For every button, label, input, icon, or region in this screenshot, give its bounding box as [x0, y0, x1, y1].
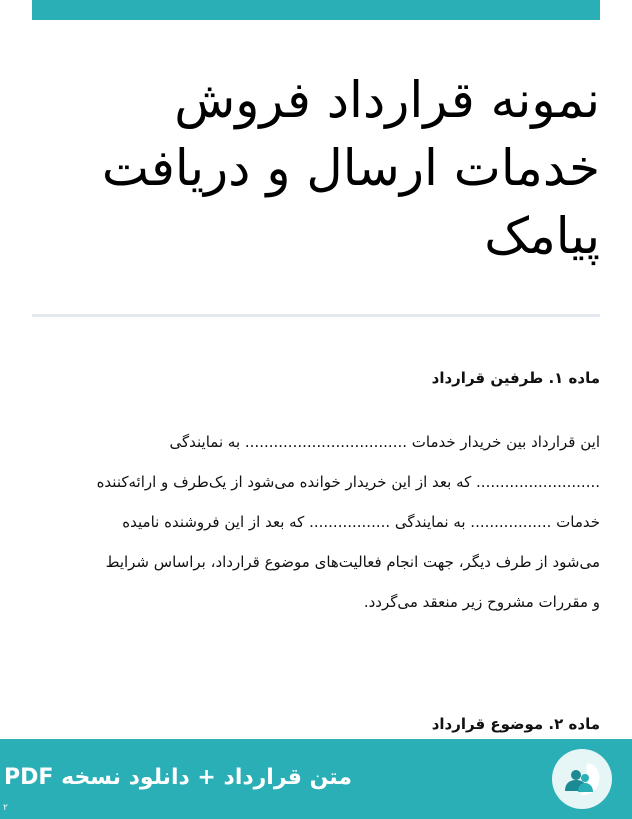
- title-line: پیامک: [484, 207, 600, 265]
- body-line: .......................... که بعد از این خریدار خوانده می‌شود از یک‌طرف و ارائه‌کننده: [96, 473, 600, 491]
- body-line: این قرارداد بین خریدار خدمات .................................. به نمایندگی: [169, 433, 600, 451]
- title-line: نمونه قرارداد فروش: [174, 71, 600, 129]
- page-title: [32, 66, 600, 270]
- section-body-parties: [32, 422, 600, 622]
- download-banner[interactable]: [0, 739, 632, 819]
- section-heading-parties: ماده ۱. طرفین قرارداد: [431, 369, 600, 387]
- download-banner-text[interactable]: متن قرارداد + دانلود نسخه PDF: [4, 765, 352, 790]
- body-line: می‌شود از طرف دیگر، جهت انجام فعالیت‌های موضوع قرارداد، براساس شرایط: [105, 553, 600, 571]
- title-divider: [32, 314, 600, 317]
- top-accent-bar: [32, 0, 600, 20]
- section-heading-subject: ماده ۲. موضوع قرارداد: [431, 715, 600, 733]
- logo-person-head: [571, 770, 581, 780]
- people-chat-icon: [552, 749, 612, 809]
- logo-person2-head: [581, 774, 589, 782]
- page-number: ۲: [3, 803, 8, 813]
- title-line: خدمات ارسال و دریافت: [101, 139, 600, 197]
- body-line: و مقررات مشروح زیر منعقد می‌گردد.: [363, 593, 600, 611]
- body-line: خدمات ................. به نمایندگی ................. که بعد از این فروشنده نامیده: [122, 513, 600, 531]
